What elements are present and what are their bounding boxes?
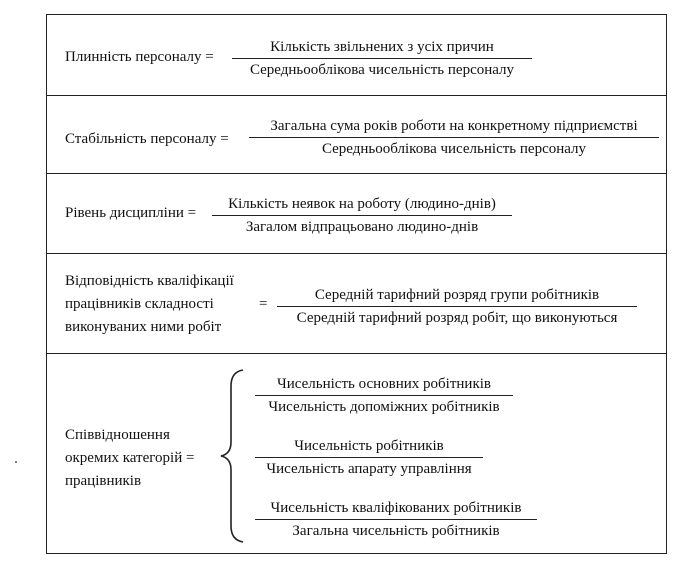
- ratio-fraction: [255, 500, 537, 540]
- formula-label: [65, 424, 194, 493]
- denominator: Загалом відпрацьовано людино-днів: [245, 219, 479, 235]
- numerator: Загальна сума років роботи на конкретному підприємстві: [270, 118, 638, 134]
- formula-table: [46, 14, 667, 554]
- row-personnel-turnover: [47, 15, 666, 95]
- formula-label: [65, 270, 234, 339]
- denominator: Середньооблікова чисельність персоналу: [321, 141, 587, 157]
- label-line: Співвідношення: [65, 427, 170, 443]
- label-line: працівників: [65, 473, 142, 489]
- denominator: Чисельність апарату управління: [266, 461, 472, 477]
- row-personnel-stability: [47, 95, 666, 173]
- fraction: [277, 287, 637, 327]
- ratio-fraction: [255, 438, 483, 478]
- formula-label: Рівень дисципліни =: [65, 205, 197, 221]
- fraction: [249, 118, 659, 158]
- numerator: Чисельність робітників: [294, 438, 444, 454]
- numerator: Кількість неявок на роботу (людино-днів): [228, 196, 496, 212]
- numerator: Кількість звільнених з усіх причин: [270, 39, 494, 55]
- label-line: виконуваних ними робіт: [65, 319, 222, 335]
- denominator: Середній тарифний розряд робіт, що виконуються: [296, 310, 618, 326]
- row-qualification-match: [47, 253, 666, 353]
- denominator: Загальна чисельність робітників: [292, 523, 500, 539]
- ratio-fraction: [255, 376, 513, 416]
- equals-sign: =: [259, 296, 268, 312]
- numerator: Середній тарифний розряд групи робітників: [314, 287, 600, 303]
- fraction: [212, 196, 512, 236]
- label-line: працівників складності: [65, 296, 214, 312]
- numerator: Чисельність кваліфікованих робітників: [270, 500, 522, 516]
- row-category-ratio: [47, 353, 666, 552]
- fraction: [232, 39, 532, 79]
- formula-label: Плинність персоналу =: [65, 49, 214, 65]
- formula-label: Стабільність персоналу =: [65, 131, 229, 147]
- label-line: Відповідність кваліфікації: [65, 273, 234, 289]
- left-brace: [217, 368, 247, 544]
- row-discipline-level: [47, 173, 666, 253]
- scan-speck: [15, 461, 17, 463]
- denominator: Чисельність допоміжних робітників: [268, 399, 500, 415]
- numerator: Чисельність основних робітників: [277, 376, 491, 392]
- denominator: Середньооблікова чисельність персоналу: [249, 62, 515, 78]
- label-line: окремих категорій =: [65, 450, 195, 466]
